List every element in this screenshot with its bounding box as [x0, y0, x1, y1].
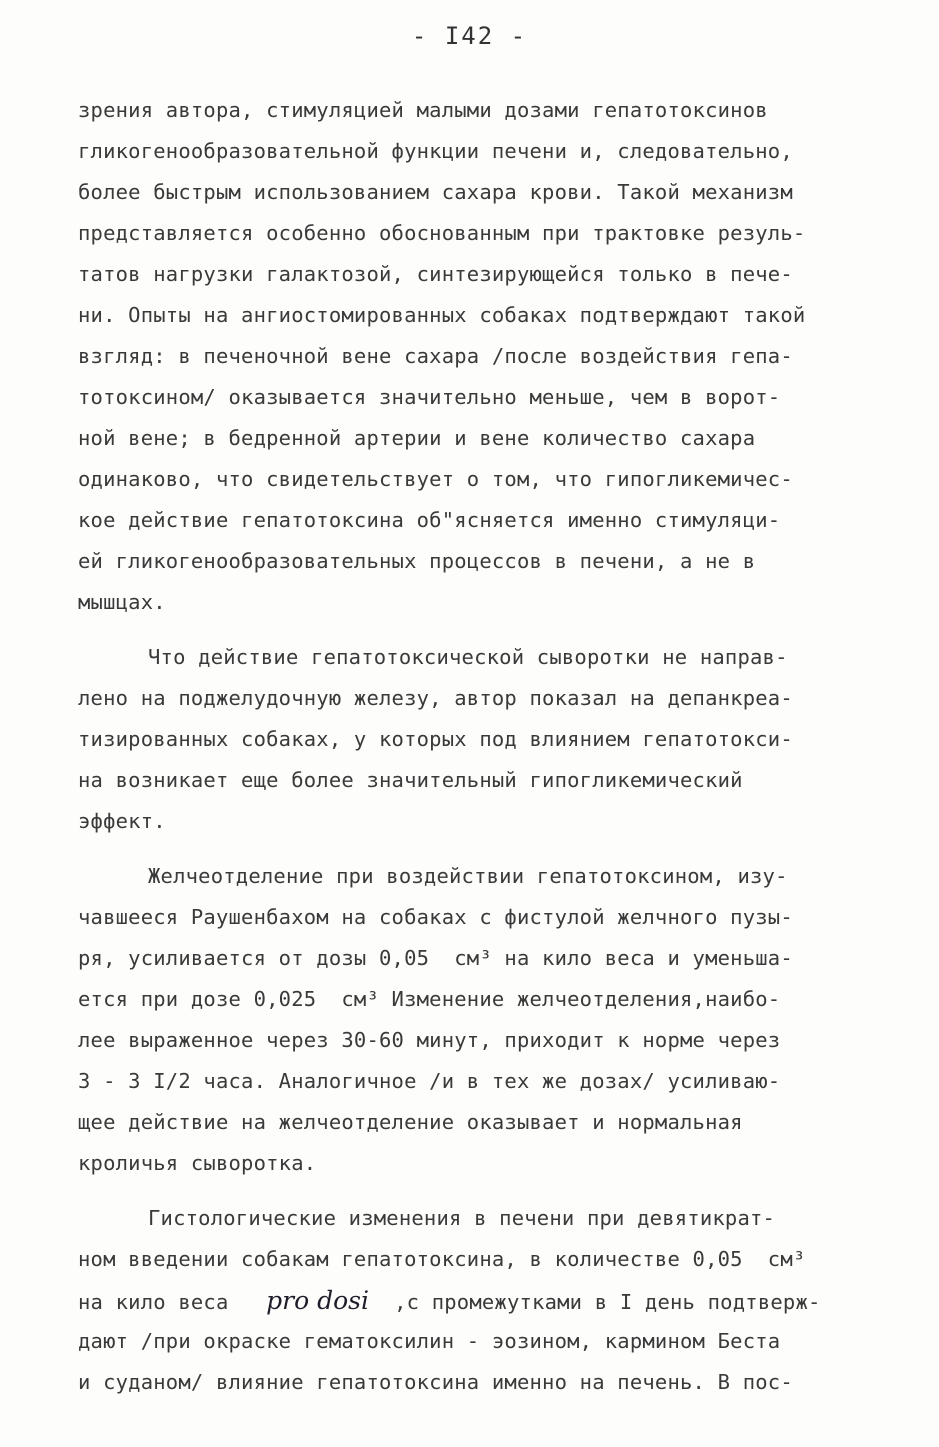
text-line: 3 - 3 I/2 часа. Аналогичное /и в тех же дозах/ усиливаю- — [78, 1069, 781, 1093]
text-line: щее действие на желчеотделение оказывает и нормальная — [78, 1110, 743, 1134]
text-line: на возникает еще более значительный гипогликемический — [78, 768, 743, 792]
text-line: одинаково, что свидетельствует о том, что гипогликемичес- — [78, 467, 793, 491]
text-fragment: ,с промежутками в I день подтверж- — [394, 1290, 821, 1314]
text-line: Гистологические изменения в печени при девятикрат- — [148, 1206, 776, 1230]
text-line: взгляд: в печеночной вене сахара /после воздействия гепа- — [78, 344, 793, 368]
text-line: более быстрым использованием сахара крови. Такой механизм — [78, 180, 793, 204]
text-line: татов нагрузки галактозой, синтезирующейся только в пече- — [78, 262, 793, 286]
text-line: зрения автора, стимуляцией малыми дозами гепатотоксинов — [78, 98, 768, 122]
text-line: лено на поджелудочную железу, автор показал на депанкреа- — [78, 686, 793, 710]
text-line: кроличья сыворотка. — [78, 1151, 317, 1175]
text-line: ей гликогенообразовательных процессов в печени, а не в — [78, 549, 756, 573]
text-line: ной вене; в бедренной артерии и вене количество сахара — [78, 426, 756, 450]
text-line: эффект. — [78, 809, 166, 833]
text-line: гликогенообразовательной функции печени и, следовательно, — [78, 139, 793, 163]
text-fragment: на кило веса — [78, 1290, 229, 1314]
text-line: мышцах. — [78, 590, 166, 614]
text-line: ется при дозе 0,025 см³ Изменение желчеотделения,наибо- — [78, 987, 781, 1011]
text-line: тотоксином/ оказывается значительно меньше, чем в ворот- — [78, 385, 781, 409]
text-line: ни. Опыты на ангиостомированных собаках подтверждают такой — [78, 303, 806, 327]
text-line: представляется особенно обоснованным при трактовке резуль- — [78, 221, 806, 245]
text-line: и суданом/ влияние гепатотоксина именно на печень. В пос- — [78, 1370, 793, 1394]
text-line: ря, усиливается от дозы 0,05 см³ на кило веса и уменьша- — [78, 946, 793, 970]
text-line: дают /при окраске гематоксилин - эозином, кармином Беста — [78, 1329, 781, 1353]
paragraph-4 — [78, 1198, 858, 1403]
paragraph-2 — [78, 637, 858, 842]
paragraph-3 — [78, 856, 858, 1184]
text-line: лее выраженное через 30-60 минут, приходит к норме через — [78, 1028, 781, 1052]
text-line: Что действие гепатотоксической сыворотки не направ- — [148, 645, 788, 669]
text-line: чавшееся Раушенбахом на собаках с фистулой желчного пузы- — [78, 905, 793, 929]
handwritten-annotation: pro dosi — [266, 1286, 369, 1315]
text-line: тизированных собаках, у которых под влиянием гепатотокси- — [78, 727, 793, 751]
text-line: ном введении собакам гепатотоксина, в количестве 0,05 см³ — [78, 1247, 806, 1271]
paragraph-gap — [78, 1184, 858, 1198]
page-number: - I42 - — [411, 22, 528, 50]
paragraph-gap — [78, 842, 858, 856]
body-text — [78, 90, 858, 1403]
paragraph-1 — [78, 90, 858, 623]
paragraph-gap — [78, 623, 858, 637]
text-line: Желчеотделение при воздействии гепатотоксином, изу- — [148, 864, 788, 888]
text-line-with-handwriting — [78, 1280, 858, 1321]
text-line: кое действие гепатотоксина об"ясняется именно стимуляци- — [78, 508, 781, 532]
